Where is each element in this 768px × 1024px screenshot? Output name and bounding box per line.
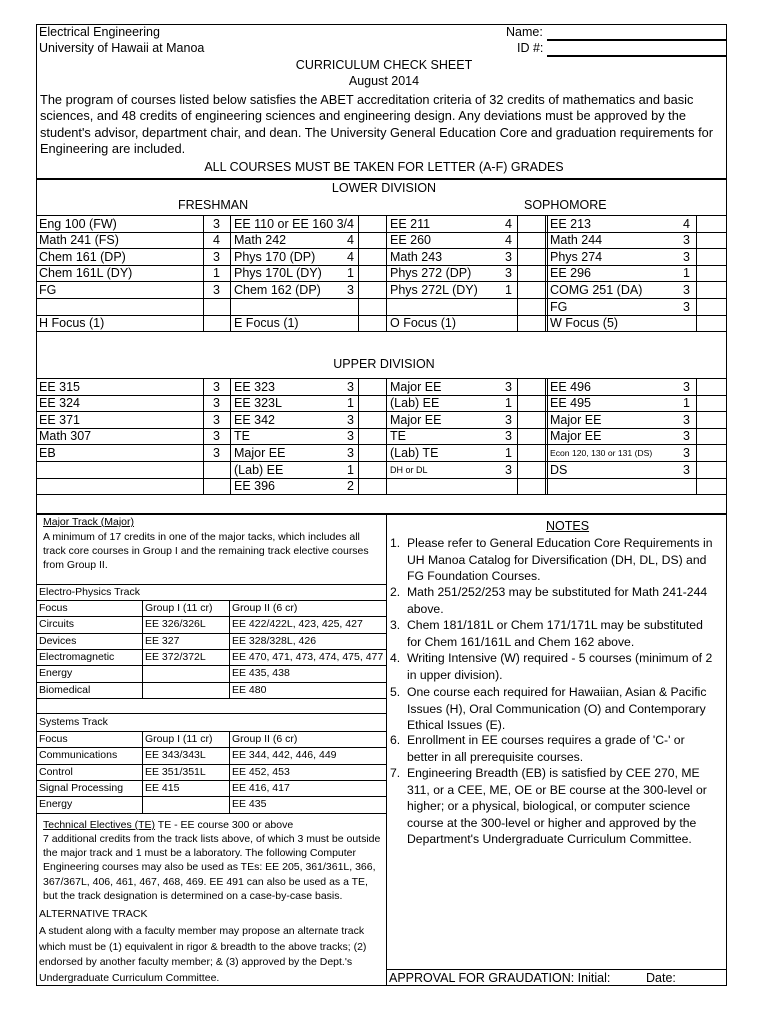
upper-grade-cell[interactable] — [359, 396, 385, 411]
lower-grade-cell[interactable] — [204, 216, 229, 231]
lower-grade-cell[interactable] — [697, 316, 726, 331]
lower-grade-cell[interactable] — [518, 233, 544, 248]
lower-course-label: Math 241 (FS) — [39, 233, 119, 248]
note-text: Please refer to General Education Core Requirements in UH Manoa Catalog for Diversification (DH, DL, DS) and FG Foundation Courses. — [407, 536, 713, 583]
upper-course-label: EE 342 — [234, 412, 276, 427]
divider — [36, 331, 727, 332]
sys-cell: EE 351/351L — [145, 765, 206, 778]
ep-cell: Biomedical — [39, 683, 91, 696]
te-desc-first: TE - EE course 300 or above — [155, 819, 294, 831]
sys-cell: Signal Processing — [39, 781, 124, 794]
upper-course-label: Major EE — [234, 445, 286, 460]
sys-header: Focus — [39, 733, 68, 745]
sys-cell: Communications — [39, 749, 118, 762]
lower-grade-cell[interactable] — [697, 216, 726, 231]
upper-credit-value: 3 — [213, 412, 220, 427]
ep-cell: Energy — [39, 667, 73, 680]
lower-course-label: Math 242 — [234, 233, 287, 248]
upper-credit-value: 3 — [505, 462, 512, 477]
upper-course-label: (Lab) EE — [390, 396, 440, 411]
upper-credit-value: 1 — [505, 396, 512, 411]
sys-cell: EE 416, 417 — [232, 781, 290, 794]
ep-cell: EE 480 — [232, 683, 267, 696]
sys-cell: EE 435 — [232, 798, 267, 811]
lower-grade-cell[interactable] — [204, 249, 229, 264]
divider — [36, 747, 386, 748]
upper-grade-cell[interactable] — [204, 429, 229, 444]
lower-course-label: Math 244 — [550, 233, 603, 248]
divider — [229, 600, 230, 698]
note-text: Enrollment in EE courses requires a grade of 'C-' or better in all prerequisite courses. — [407, 733, 685, 764]
major-track-title: Major Track (Major) — [43, 516, 135, 528]
sys-header: Group II (6 cr) — [232, 733, 298, 745]
lower-course-label: FG — [550, 299, 568, 314]
upper-course-label: EE 371 — [39, 412, 81, 427]
lower-grade-cell[interactable] — [697, 282, 726, 297]
lower-credit-value: 3 — [505, 249, 512, 264]
divider — [386, 215, 387, 331]
lower-grade-cell[interactable] — [359, 266, 385, 281]
divider — [36, 764, 386, 765]
ep-cell: Devices — [39, 634, 77, 647]
upper-grade-cell[interactable] — [518, 396, 544, 411]
name-label: Name: — [506, 25, 543, 39]
upper-grade-cell[interactable] — [697, 396, 726, 411]
divider — [386, 969, 727, 970]
upper-grade-cell[interactable] — [204, 396, 229, 411]
divider — [36, 682, 386, 683]
upper-credit-value: 3 — [683, 429, 690, 444]
lower-grade-cell[interactable] — [359, 282, 385, 297]
lower-grade-cell[interactable] — [204, 316, 229, 331]
notes-title: NOTES — [546, 519, 590, 533]
lower-credit-value: 4 — [505, 216, 512, 231]
upper-course-label: EE 323 — [234, 379, 276, 394]
upper-course-label: EE 396 — [234, 479, 276, 494]
upper-grade-cell[interactable] — [359, 412, 385, 427]
divider — [36, 698, 386, 699]
intro-paragraph: The program of courses listed below satisfies the ABET accreditation criteria of 32 credits of mathematics and basic sciences, and 48 credits of engineering sciences and engineering design. Any deviations must be approved by the student's advisor, department chair, and dean. The University General Education Core and graduation requirements for Engineering are included. — [40, 92, 714, 156]
upper-course-label: EB — [39, 445, 56, 460]
upper-grade-cell[interactable] — [204, 412, 229, 427]
note-number: 5. — [390, 685, 401, 699]
te-title: Technical Electives (TE) — [43, 819, 156, 831]
lower-course-label: W Focus (5) — [550, 316, 619, 331]
lower-course-label: Chem 161 (DP) — [39, 249, 126, 264]
lower-credit-value: 4 — [347, 249, 354, 264]
ep-track-title: Electro-Physics Track — [39, 586, 140, 598]
lower-grade-cell[interactable] — [359, 299, 385, 314]
upper-credit-value: 1 — [683, 396, 690, 411]
upper-credit-value: 3 — [505, 429, 512, 444]
lower-grade-cell[interactable] — [518, 282, 544, 297]
upper-course-label: EE 496 — [550, 379, 592, 394]
upper-course-label: Major EE — [550, 429, 602, 444]
lower-credit-value: 1 — [347, 266, 354, 281]
divider — [36, 713, 386, 714]
alt-track-title: ALTERNATIVE TRACK — [39, 908, 148, 920]
upper-grade-cell[interactable] — [359, 379, 385, 394]
upper-grade-cell[interactable] — [359, 479, 385, 494]
upper-grade-cell[interactable] — [518, 429, 544, 444]
lower-credit-value: 4 — [505, 233, 512, 248]
lower-credit-value: 1 — [683, 266, 690, 281]
lower-course-label: Eng 100 (FW) — [39, 216, 117, 231]
note-number: 2. — [390, 585, 401, 599]
upper-grade-cell[interactable] — [359, 445, 385, 460]
divider — [36, 731, 386, 732]
upper-course-label: Math 307 — [39, 429, 92, 444]
dept-name: Electrical Engineering — [39, 25, 160, 39]
note-text: Engineering Breadth (EB) is satisfied by CEE 270, ME 311, or a CEE, ME, OE or BE course at the 300-level or higher; or a physical, biological, or computer science course at the 300-level or higher and approved by the Department's Undergraduate Curriculum Committee. — [407, 766, 707, 846]
lower-course-label: Chem 162 (DP) — [234, 282, 321, 297]
upper-grade-cell[interactable] — [204, 479, 229, 494]
lower-course-label: Phys 272 (DP) — [390, 266, 472, 281]
note-text: Math 251/252/253 may be substituted for Math 241-244 above. — [407, 585, 708, 616]
divider — [36, 584, 386, 585]
lower-course-label: E Focus (1) — [234, 316, 299, 331]
lower-grade-cell[interactable] — [518, 216, 544, 231]
divider — [36, 600, 386, 601]
upper-grade-cell[interactable] — [697, 462, 726, 477]
lower-credit-value: 3 — [213, 282, 220, 297]
divider — [36, 780, 386, 781]
lower-grade-cell[interactable] — [359, 316, 385, 331]
lower-course-label: O Focus (1) — [390, 316, 456, 331]
lower-grade-cell[interactable] — [697, 233, 726, 248]
ep-cell: EE 435, 438 — [232, 667, 290, 680]
upper-course-label: EE 315 — [39, 379, 81, 394]
note-text: One course each required for Hawaiian, Asian & Pacific Issues (H), Oral Communication (O) and Contemporary Ethical Issues (E). — [407, 685, 707, 732]
upper-credit-value: 3 — [213, 445, 220, 460]
upper-credit-value: 3 — [683, 412, 690, 427]
upper-grade-cell[interactable] — [204, 379, 229, 394]
upper-credit-value: 3 — [213, 429, 220, 444]
lower-credit-value: 3 — [213, 249, 220, 264]
upper-credit-value: 3 — [347, 412, 354, 427]
lower-course-label: Phys 272L (DY) — [390, 282, 478, 297]
upper-grade-cell[interactable] — [518, 479, 544, 494]
sys-cell: EE 415 — [145, 781, 180, 794]
upper-grade-cell[interactable] — [204, 445, 229, 460]
lower-course-label: EE 213 — [550, 216, 592, 231]
lower-grade-cell[interactable] — [697, 249, 726, 264]
major-track-desc: A minimum of 17 credits in one of the major tacks, which includes all track core courses in Group I and the remaining track elective courses from Group II. — [43, 531, 369, 571]
upper-grade-cell[interactable] — [697, 379, 726, 394]
upper-course-label: EE 495 — [550, 396, 592, 411]
sys-cell: EE 343/343L — [145, 749, 206, 762]
lower-credit-value: 4 — [213, 233, 220, 248]
divider — [36, 796, 386, 797]
lower-course-label: Phys 170 (DP) — [234, 249, 316, 264]
name-field[interactable] — [547, 39, 727, 41]
upper-course-label: Econ 120, 130 or 131 (DS) — [550, 447, 653, 458]
upper-credit-value: 3 — [347, 379, 354, 394]
divider — [142, 600, 143, 698]
divider — [386, 378, 387, 494]
lower-division-title: LOWER DIVISION — [331, 181, 437, 195]
divider — [230, 378, 231, 494]
lower-course-label: Math 243 — [390, 249, 443, 264]
upper-course-label: TE — [234, 429, 250, 444]
divider — [547, 215, 548, 331]
ep-cell: EE 422/422L, 423, 425, 427 — [232, 618, 363, 631]
upper-grade-cell[interactable] — [204, 462, 229, 477]
ep-cell: EE 327 — [145, 634, 180, 647]
note-number: 1. — [390, 536, 401, 550]
divider — [36, 649, 386, 650]
upper-grade-cell[interactable] — [518, 412, 544, 427]
lower-credit-value: 3 — [683, 282, 690, 297]
lower-grade-cell[interactable] — [359, 216, 385, 231]
alt-track-desc: A student along with a faculty member may propose an alternate track which must be (1) equivalent in rigor & breadth to the above tracks; (2) endorsed by another faculty member; & (3) approved by the Dept.'s Undergraduate Curriculum Committee. — [39, 925, 367, 984]
lower-grade-cell[interactable] — [204, 266, 229, 281]
upper-course-label: Major EE — [390, 379, 442, 394]
sys-cell: EE 452, 453 — [232, 765, 290, 778]
upper-credit-value: 3 — [347, 445, 354, 460]
divider — [545, 215, 546, 331]
upper-credit-value: 3 — [213, 396, 220, 411]
divider — [36, 494, 727, 495]
note-number: 3. — [390, 618, 401, 632]
lower-course-label: Chem 161L (DY) — [39, 266, 133, 281]
divider — [229, 731, 230, 813]
upper-course-label: Major EE — [550, 412, 602, 427]
divider — [36, 665, 386, 666]
lower-grade-cell[interactable] — [518, 266, 544, 281]
divider — [36, 616, 386, 617]
upper-credit-value: 2 — [347, 479, 354, 494]
upper-credit-value: 1 — [347, 396, 354, 411]
upper-course-label: DS — [550, 462, 568, 477]
lower-course-label: EE 110 or EE 160 — [234, 216, 334, 231]
ep-cell: EE 326/326L — [145, 618, 206, 631]
ep-header: Group I (11 cr) — [145, 602, 213, 614]
divider — [142, 731, 143, 813]
lower-grade-cell[interactable] — [518, 316, 544, 331]
lower-credit-value: 4 — [683, 216, 690, 231]
ep-header: Group II (6 cr) — [232, 602, 298, 614]
upper-credit-value: 3 — [505, 379, 512, 394]
upper-grade-cell[interactable] — [359, 462, 385, 477]
lower-credit-value: 3 — [683, 249, 690, 264]
upper-credit-value: 1 — [347, 462, 354, 477]
divider — [36, 633, 386, 634]
upper-grade-cell[interactable] — [518, 445, 544, 460]
ep-cell: Electromagnetic — [39, 650, 115, 663]
lower-credit-value: 3 — [683, 233, 690, 248]
university-name: University of Hawaii at Manoa — [39, 41, 205, 55]
te-block — [43, 818, 383, 832]
lower-grade-cell[interactable] — [204, 282, 229, 297]
upper-division-title: UPPER DIVISION — [333, 357, 435, 371]
lower-course-label: H Focus (1) — [39, 316, 105, 331]
lower-course-label: Phys 274 — [550, 249, 603, 264]
upper-grade-cell[interactable] — [359, 429, 385, 444]
upper-credit-value: 3 — [683, 379, 690, 394]
sys-cell: Energy — [39, 798, 73, 811]
divider — [36, 178, 727, 180]
upper-credit-value: 3 — [683, 445, 690, 460]
upper-course-label: TE — [390, 429, 406, 444]
ep-cell: EE 328/328L, 426 — [232, 634, 317, 647]
divider — [230, 215, 231, 331]
lower-grade-cell[interactable] — [518, 299, 544, 314]
lower-grade-cell[interactable] — [518, 249, 544, 264]
ep-cell: EE 372/372L — [145, 650, 206, 663]
upper-credit-value: 3 — [213, 379, 220, 394]
freshman-label: FRESHMAN — [178, 198, 249, 212]
divider — [36, 813, 386, 814]
lower-credit-value: 1 — [505, 282, 512, 297]
divider — [547, 378, 548, 494]
sys-cell: EE 344, 442, 446, 449 — [232, 749, 337, 762]
sheet-date: August 2014 — [348, 74, 420, 88]
note-text: Chem 181/181L or Chem 171/171L may be substituted for Chem 161/161L and Chem 162 above. — [407, 618, 703, 649]
note-text: Writing Intensive (W) required - 5 courses (minimum of 2 in upper division). — [407, 651, 713, 682]
note-number: 6. — [390, 733, 401, 747]
sys-cell: Control — [39, 765, 73, 778]
approval-label: APPROVAL FOR GRAUDATION: Initial: — [389, 971, 611, 985]
sys-header: Group I (11 cr) — [145, 733, 213, 745]
lower-grade-cell[interactable] — [697, 299, 726, 314]
lower-course-label: COMG 251 (DA) — [550, 282, 643, 297]
lower-course-label: EE 211 — [390, 216, 431, 231]
upper-credit-value: 3 — [505, 412, 512, 427]
ep-cell: EE 470, 471, 473, 474, 475, 477 — [232, 650, 384, 663]
te-desc: 7 additional credits from the track lists above, of which 3 must be outside the major track and 1 must be a laboratory. The following Computer Engineering courses may also be used as TEs: EE 205, 361/361L, 366, 367/367L, 406, 461, 467, 468, 469. EE 491 can also be used as a TE, but the track designation is determined on a case-by-case basis. — [43, 833, 381, 902]
ep-header: Focus — [39, 602, 68, 614]
id-field[interactable] — [547, 55, 727, 57]
lower-course-label: FG — [39, 282, 57, 297]
lower-grade-cell[interactable] — [204, 233, 229, 248]
upper-credit-value: 3 — [347, 429, 354, 444]
sys-track-title: Systems Track — [39, 716, 108, 728]
note-number: 7. — [390, 766, 401, 780]
lower-credit-value: 3 — [683, 299, 690, 314]
lower-course-label: Phys 170L (DY) — [234, 266, 322, 281]
lower-grade-cell[interactable] — [359, 233, 385, 248]
lower-credit-value: 4 — [347, 233, 354, 248]
lower-credit-value: 3 — [505, 266, 512, 281]
upper-course-label: DH or DL — [390, 464, 428, 475]
upper-grade-cell[interactable] — [518, 379, 544, 394]
upper-credit-value: 1 — [505, 445, 512, 460]
upper-course-label: (Lab) TE — [390, 445, 439, 460]
ep-cell: Circuits — [39, 618, 75, 631]
upper-grade-cell[interactable] — [518, 462, 544, 477]
lower-credit-value: 3 — [213, 216, 220, 231]
lower-credit-value: 3 — [347, 282, 354, 297]
id-label: ID #: — [517, 41, 544, 55]
divider — [386, 513, 387, 986]
upper-grade-cell[interactable] — [697, 445, 726, 460]
lower-course-label: EE 260 — [390, 233, 432, 248]
upper-course-label: EE 324 — [39, 396, 81, 411]
lower-credit-value: 3/4 — [336, 216, 354, 231]
approval-date-label: Date: — [646, 971, 676, 985]
upper-grade-cell[interactable] — [697, 412, 726, 427]
upper-credit-value: 3 — [683, 462, 690, 477]
lower-grade-cell[interactable] — [359, 249, 385, 264]
lower-grade-cell[interactable] — [204, 299, 229, 314]
divider — [36, 513, 727, 515]
upper-grade-cell[interactable] — [697, 429, 726, 444]
divider — [545, 378, 546, 494]
letter-grade-notice: ALL COURSES MUST BE TAKEN FOR LETTER (A-F) GRADES — [204, 160, 564, 174]
sheet-title: CURRICULUM CHECK SHEET — [295, 58, 473, 72]
lower-course-label: EE 296 — [550, 266, 592, 281]
lower-grade-cell[interactable] — [697, 266, 726, 281]
upper-course-label: EE 323L — [234, 396, 282, 411]
upper-course-label: (Lab) EE — [234, 462, 284, 477]
upper-course-label: Major EE — [390, 412, 442, 427]
note-number: 4. — [390, 651, 401, 665]
upper-grade-cell[interactable] — [697, 479, 726, 494]
lower-credit-value: 1 — [213, 266, 220, 281]
sophomore-label: SOPHOMORE — [524, 198, 607, 212]
